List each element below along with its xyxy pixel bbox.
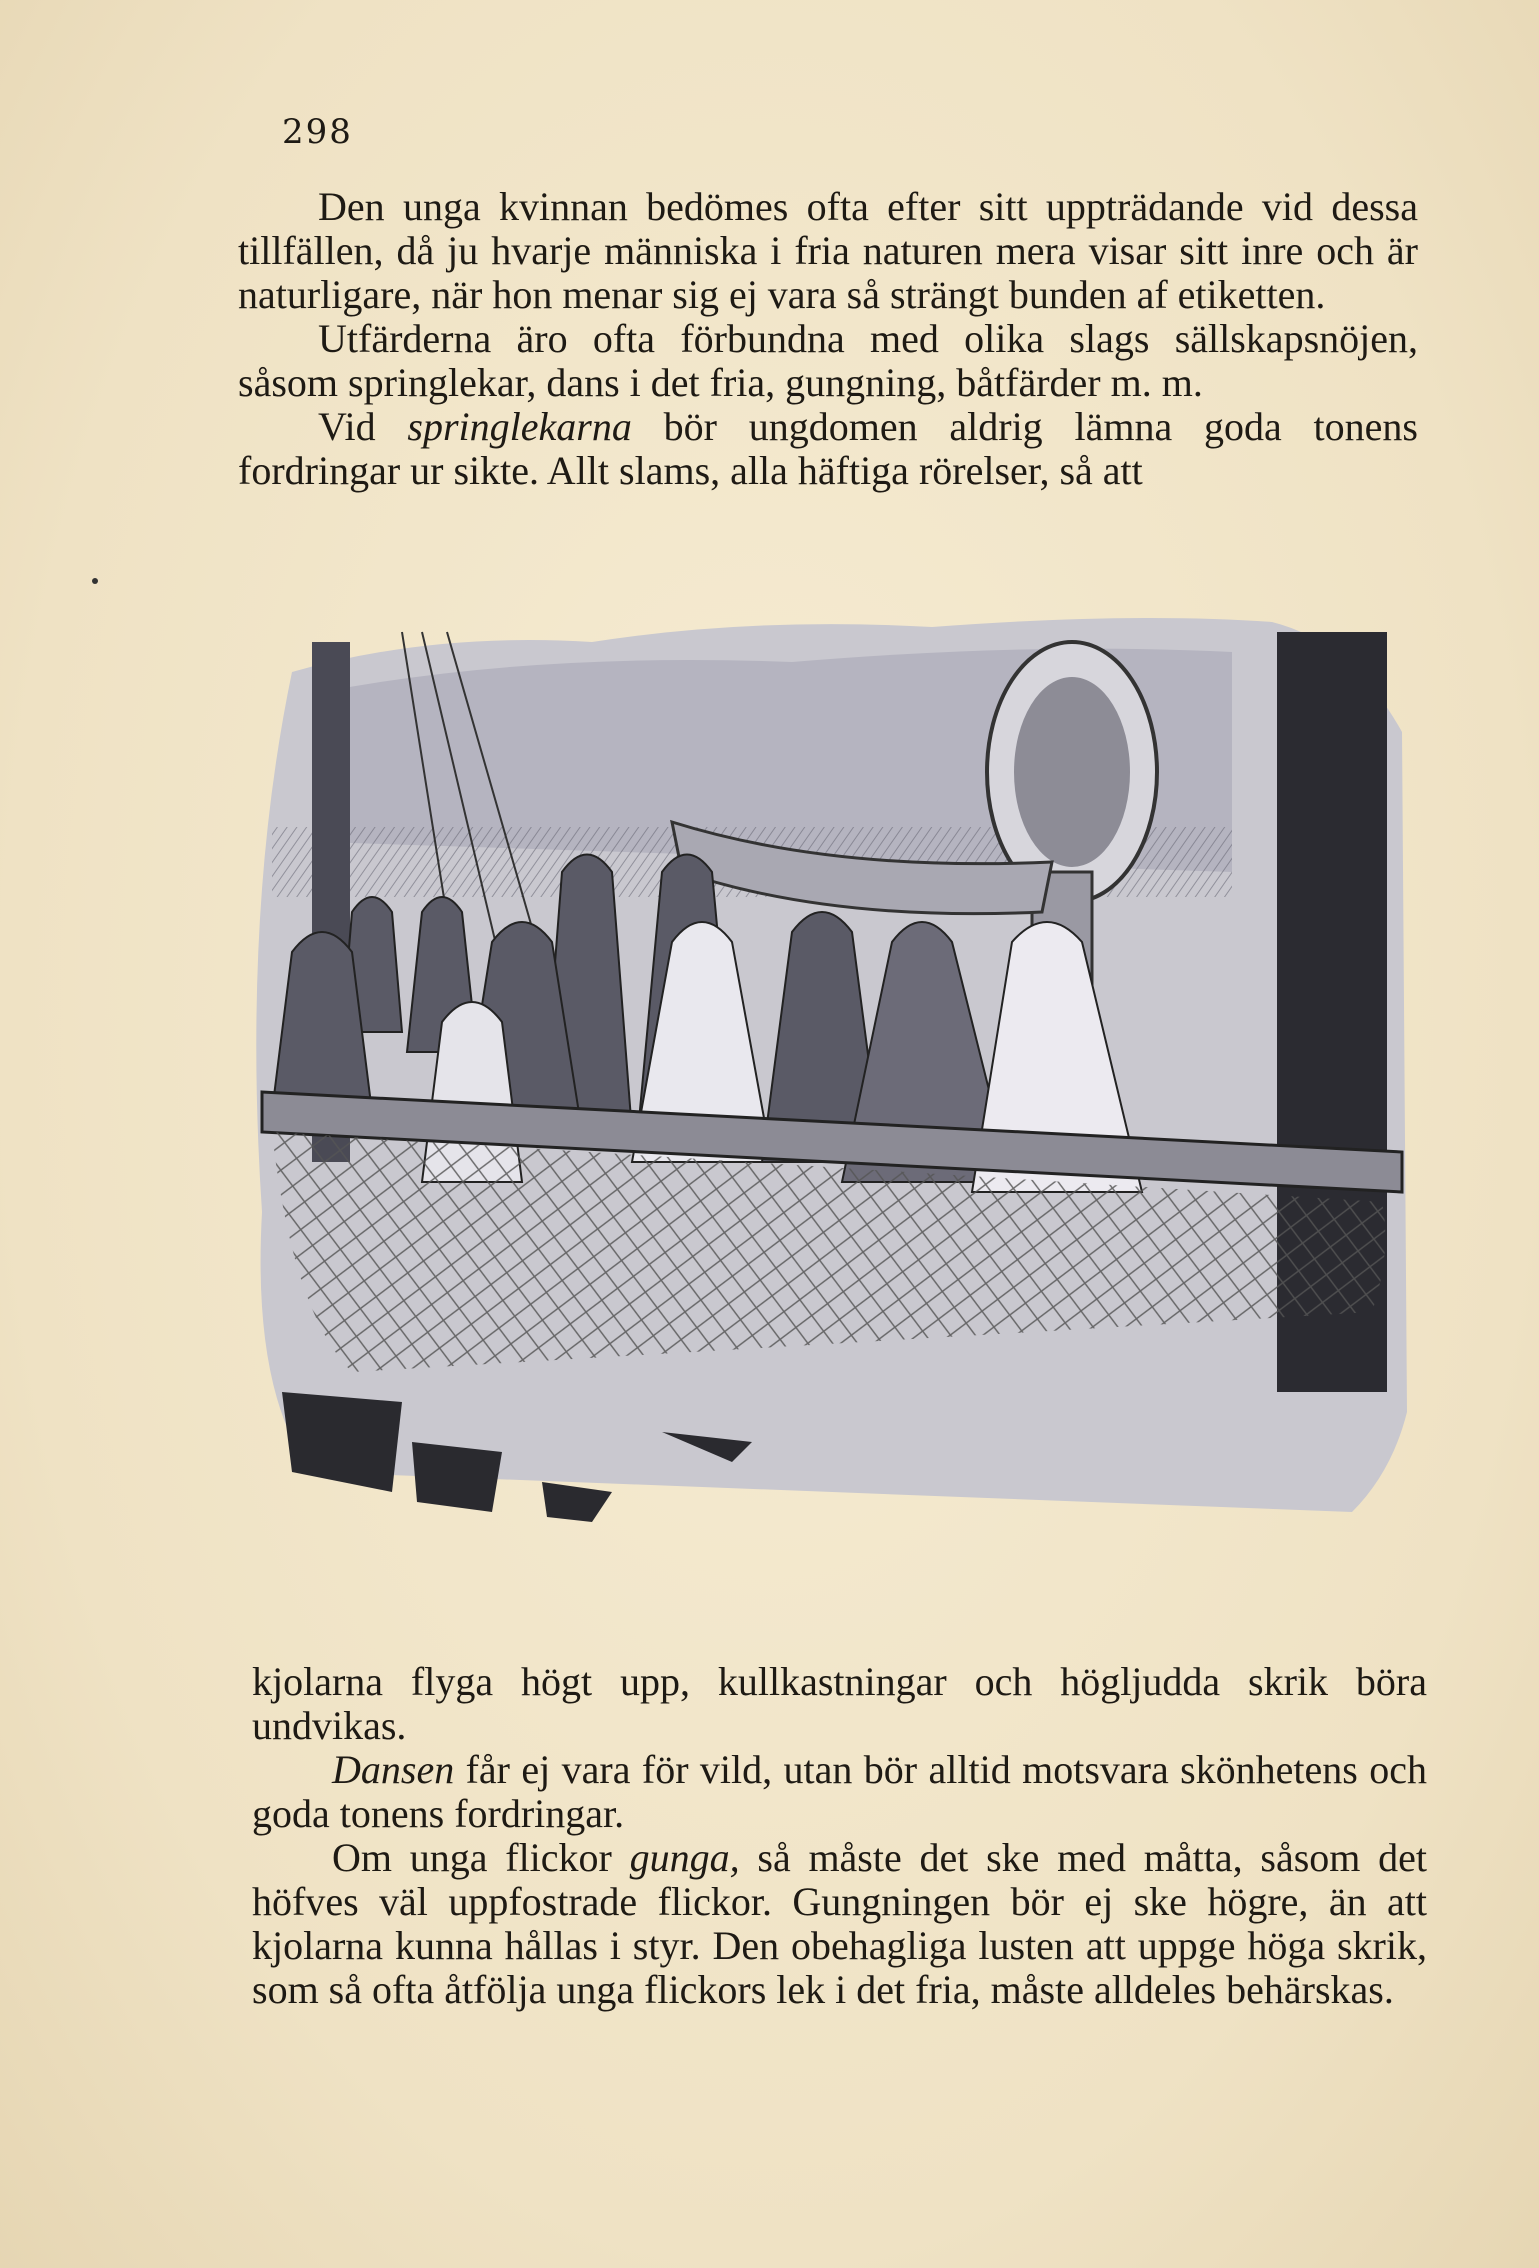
bottom-text-block	[252, 1660, 1427, 2012]
paragraph: Utfärderna äro ofta förbundna med olika slags sällskapsnöjen, såsom springlekar, dans i det fria, gungning, båtfärder m. m.	[238, 316, 1418, 405]
emphasis: gunga,	[629, 1835, 740, 1880]
deck-scene-illustration	[232, 612, 1432, 1622]
paragraph: kjolarna flyga högt upp, kullkastningar och högljudda skrik böra undvikas.	[252, 1659, 1427, 1748]
paragraph: Dansen får ej vara för vild, utan bör alltid motsvara skönhetens och goda tonens fordringar.	[252, 1747, 1427, 1836]
margin-dot	[92, 578, 98, 584]
emphasis: Dansen	[332, 1747, 455, 1792]
paragraph: Om unga flickor gunga, så måste det ske med måtta, såsom det höfves väl uppfostrade flickor. Gungningen bör ej ske högre, än att kjolarna kunna hållas i styr. Den obehagliga lusten att uppge höga skrik, som så ofta åtfölja unga flickors lek i det fria, måste alldeles behärskas.	[252, 1835, 1428, 2012]
page-number: 298	[282, 112, 353, 152]
top-text-block	[238, 185, 1418, 493]
emphasis: springlekarna	[407, 404, 632, 449]
paragraph: Vid springlekarna bör ungdomen aldrig lämna goda tonens fordringar ur sikte. Allt slams, alla häftiga rörelser, så att	[238, 404, 1418, 493]
paragraph: Den unga kvinnan bedömes ofta efter sitt uppträdande vid dessa tillfällen, då ju hvarje människa i fria naturen mera visar sitt inre och är naturligare, när hon menar sig ej vara så strängt bunden af etiketten.	[238, 184, 1418, 317]
